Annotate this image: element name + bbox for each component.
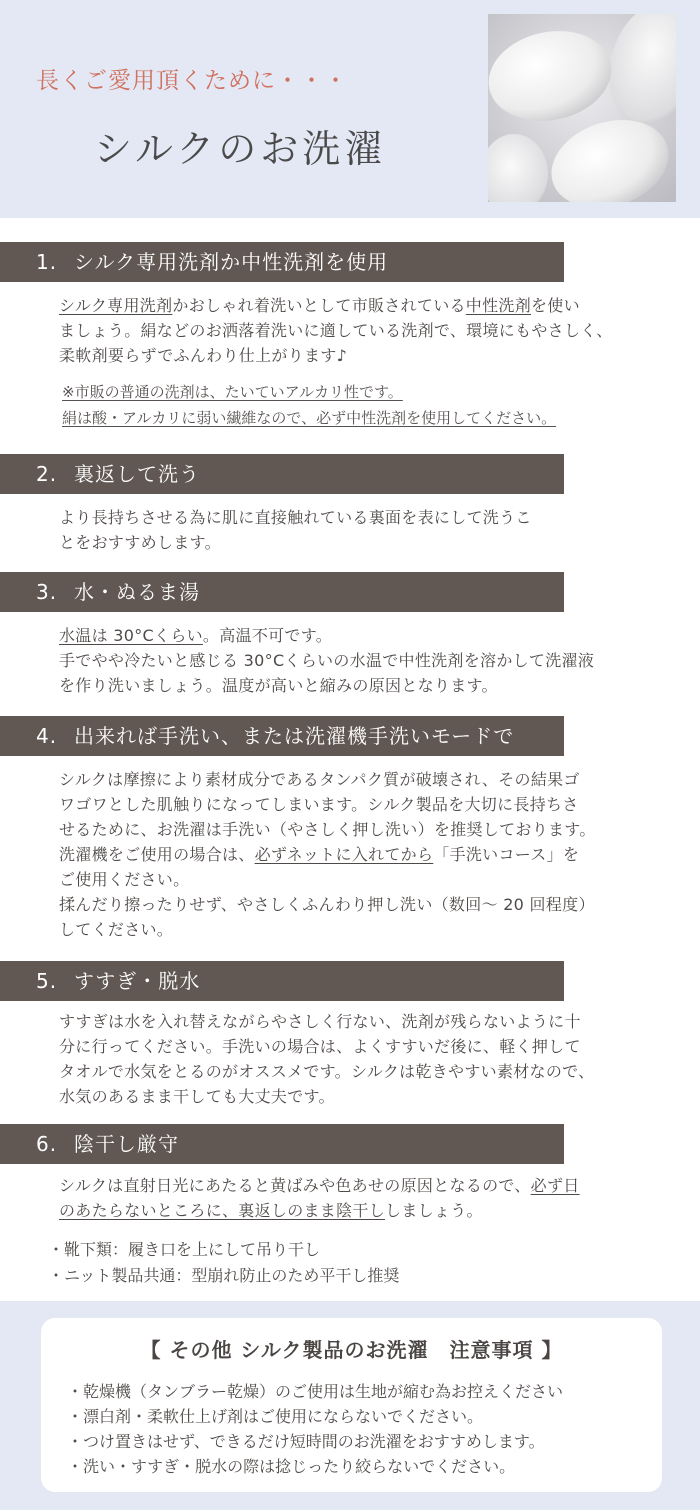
hero-banner (0, 0, 700, 218)
section-3-body (59, 623, 663, 698)
body-line: を作り洗いましょう。温度が高いと縮みの原因となります。 (59, 676, 498, 695)
underlined-text: 中性洗剤 (465, 296, 531, 315)
body-line: より長持ちさせる為に肌に直接触れている裏面を表にして洗うこ (59, 508, 532, 527)
section-title: 陰干し厳守 (74, 1132, 179, 1156)
section-number: 4. (36, 724, 58, 748)
body-line: シルクは摩擦により素材成分であるタンパク質が破壊され、その結果ゴ (59, 770, 580, 789)
section-6-bullets (48, 1237, 648, 1289)
section-1-notes (62, 379, 672, 431)
silk-cocoons-illustration (488, 14, 676, 202)
list-item: ・漂白剤・柔軟仕上げ剤はご使用にならないでください。 (67, 1407, 484, 1426)
silk-cocoons-image (488, 14, 676, 202)
body-text: しましょう。 (385, 1201, 483, 1220)
body-line (59, 623, 663, 648)
section-3-header (0, 572, 564, 612)
other-notes-title: 【 その他 シルク製品のお洗濯 注意事項 】 (140, 1338, 563, 1362)
section-5-body (59, 1009, 663, 1109)
body-text: 。高温不可です。 (202, 626, 333, 645)
section-number: 3. (36, 580, 58, 604)
body-text: シルクは直射日光にあたると黄ばみや色あせの原因となるので、 (59, 1176, 531, 1195)
section-1-body (59, 293, 663, 368)
body-line (59, 842, 663, 867)
section-6-body (59, 1173, 663, 1223)
section-title: すすぎ・脱水 (74, 969, 201, 993)
section-title: 水・ぬるま湯 (74, 580, 200, 604)
underlined-text: 必ず日 (530, 1176, 580, 1195)
list-item: ・ニット製品共通：型崩れ防止のため平干し推奨 (48, 1266, 400, 1285)
body-line: 柔軟剤要らずでふんわり仕上がります♪ (59, 346, 348, 365)
body-line: せるために、お洗濯は手洗い（やさしく押し洗い）を推奨しております。 (59, 820, 596, 839)
note-line: 絹は酸・アルカリに弱い繊維なので、必ず中性洗剤を使用してください。 (62, 409, 557, 427)
section-number: 1. (36, 250, 58, 274)
body-line: ワゴワとした肌触りになってしまいます。シルク製品を大切に長持ちさ (59, 795, 579, 814)
note-line: ※市販の普通の洗剤は、たいていアルカリ性です。 (62, 383, 403, 401)
section-6-header (0, 1124, 564, 1164)
section-title: 出来れば手洗い、または洗濯機手洗いモードで (74, 724, 515, 748)
section-number: 2. (36, 462, 58, 486)
body-line (59, 1198, 663, 1223)
section-4-header (0, 716, 564, 756)
underlined-text: 水温は 30°Cくらい (59, 626, 203, 645)
section-number: 5. (36, 969, 58, 993)
body-text: かおしゃれ着洗いとして市販されている (172, 296, 466, 315)
body-line: 揉んだり擦ったりせず、やさしくふんわり押し洗い（数回〜 20 回程度） (59, 895, 595, 914)
body-line: 分に行ってください。手洗いの場合は、よくすすいだ後に、軽く押して (59, 1037, 581, 1056)
section-2-body (59, 505, 663, 555)
body-line: 水気のあるまま干しても大丈夫です。 (59, 1087, 335, 1106)
section-title: シルク専用洗剤か中性洗剤を使用 (74, 250, 389, 274)
section-4-body (59, 767, 663, 942)
body-line: 手でやや冷たいと感じる 30°Cくらいの水温で中性洗剤を溶かして洗濯液 (59, 651, 595, 670)
section-title: 裏返して洗う (74, 462, 200, 486)
body-text: 洗濯機をご使用の場合は、 (59, 845, 255, 864)
body-line: タオルで水気をとるのがオススメです。シルクは乾きやすい素材なので、 (59, 1062, 595, 1081)
section-5-header (0, 961, 564, 1001)
hero-title: シルクのお洗濯 (94, 127, 387, 171)
section-1-header (0, 242, 564, 282)
other-notes-card (41, 1318, 662, 1492)
list-item: ・靴下類：履き口を上にして吊り干し (48, 1240, 321, 1259)
underlined-text: のあたらないところに、裏返しのまま陰干し (59, 1201, 386, 1220)
underlined-text: シルク専用洗剤 (59, 296, 173, 315)
body-line (59, 293, 663, 318)
body-line: ましょう。絹などのお洒落着洗いに適している洗剤で、環境にもやさしく、 (59, 321, 613, 340)
body-line: してください。 (59, 920, 174, 939)
body-line (59, 1173, 663, 1198)
list-item: ・乾燥機（タンブラー乾燥）のご使用は生地が縮む為お控えください (67, 1382, 564, 1401)
underlined-text: 必ずネットに入れてから (254, 845, 434, 864)
body-text: 「手洗いコース」を (433, 845, 580, 864)
list-item: ・つけ置きはせず、できるだけ短時間のお洗濯をおすすめします。 (67, 1432, 545, 1451)
section-2-header (0, 454, 564, 494)
body-text: を使い (531, 296, 580, 315)
other-notes-list (67, 1379, 657, 1479)
body-line: すすぎは水を入れ替えながらやさしく行ない、洗剤が残らないように十 (59, 1012, 581, 1031)
hero-tagline: 長くご愛用頂くために・・・ (36, 68, 348, 94)
section-number: 6. (36, 1132, 58, 1156)
body-line: とをおすすめします。 (59, 533, 221, 552)
body-line: ご使用ください。 (59, 870, 190, 889)
list-item: ・洗い・すすぎ・脱水の際は捻じったり絞らないでください。 (67, 1457, 516, 1476)
